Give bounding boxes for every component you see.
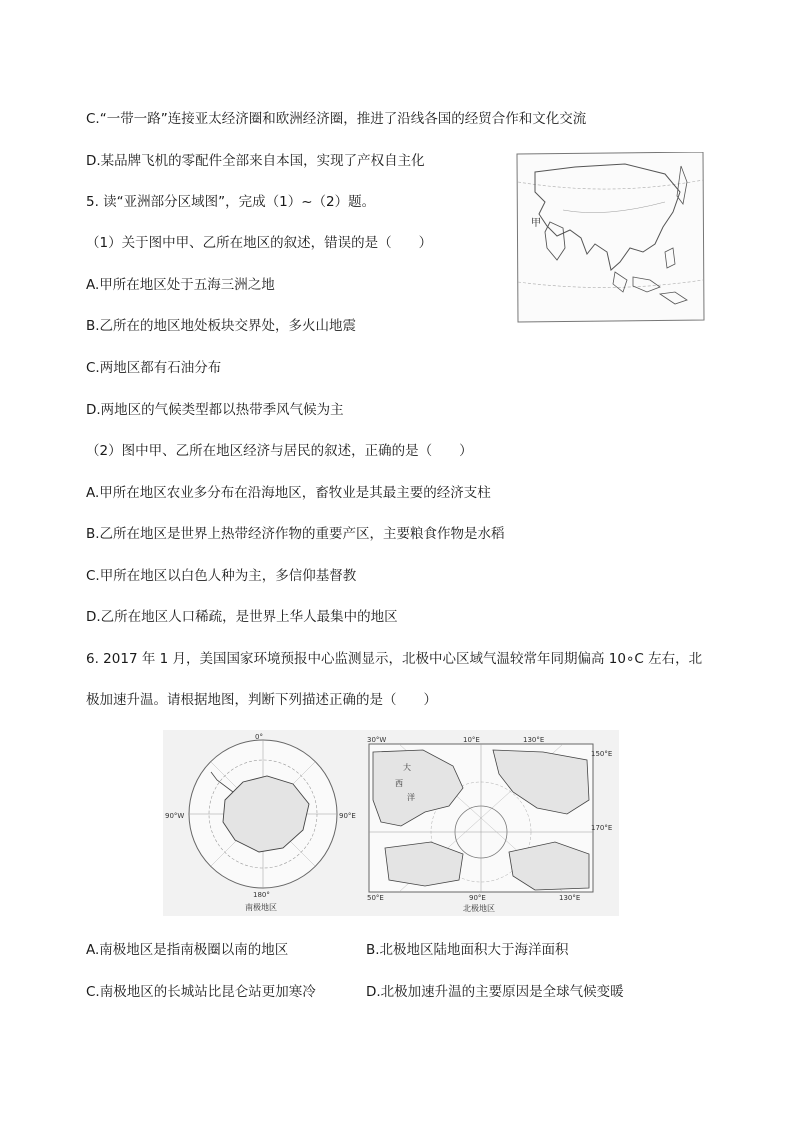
antarctic-caption: 南极地区 xyxy=(245,903,277,912)
q5-sub1-option-b: B.乙所在的地区地处板块交界处，多火山地震 xyxy=(86,318,357,334)
arctic-label-bl: 50°E xyxy=(367,894,384,902)
q6-stem-line1: 6. 2017 年 1 月，美国国家环境预报中心监测显示，北极中心区域气温较常年同期偏高 10∘C 左右，北 xyxy=(86,651,703,667)
arctic-label-t1: 10°E xyxy=(463,736,480,744)
arctic-label-r: 170°E xyxy=(591,824,613,832)
q6-option-c: C.南极地区的长城站比昆仑站更加寒冷 xyxy=(86,984,316,1000)
q5-sub1-option-a: A.甲所在地区处于五海三洲之地 xyxy=(86,277,275,293)
q6-option-d: D.北极加速升温的主要原因是全球气候变暖 xyxy=(366,984,624,1000)
antarctic-label-top: 0° xyxy=(255,733,263,741)
arctic-ocean-char-3: 洋 xyxy=(407,793,415,802)
q5-sub2-option-a: A.甲所在地区农业多分布在沿海地区，畜牧业是其最主要的经济支柱 xyxy=(86,485,491,501)
q6-option-a: A.南极地区是指南极圈以南的地区 xyxy=(86,942,289,958)
q5-sub1-option-c: C.两地区都有石油分布 xyxy=(86,360,222,376)
q4-option-d: D.某品牌飞机的零配件全部来自本国，实现了产权自主化 xyxy=(86,153,425,169)
antarctic-label-left: 90°W xyxy=(165,812,185,820)
q6-option-b: B.北极地区陆地面积大于海洋面积 xyxy=(366,942,569,958)
antarctic-label-bottom: 180° xyxy=(253,891,270,899)
arctic-ocean-char-2: 西 xyxy=(395,779,403,788)
polar-maps-figure xyxy=(163,730,619,916)
q5-sub2-option-d: D.乙所在地区人口稀疏，是世界上华人最集中的地区 xyxy=(86,609,398,625)
q5-sub2-option-b: B.乙所在地区是世界上热带经济作物的重要产区，主要粮食作物是水稻 xyxy=(86,526,505,542)
arctic-label-br: 130°E xyxy=(559,894,581,902)
arctic-label-tl: 30°W xyxy=(367,736,387,744)
q5-sub2-stem: （2）图中甲、乙所在地区经济与居民的叙述，正确的是（ ） xyxy=(86,443,473,459)
q6-stem-line2: 极加速升温。请根据地图，判断下列描述正确的是（ ） xyxy=(86,692,437,708)
arctic-label-tr: 150°E xyxy=(591,750,613,758)
q5-sub1-stem: （1）关于图中甲、乙所在地区的叙述，错误的是（ ） xyxy=(86,235,433,251)
arctic-label-t2: 130°E xyxy=(523,736,545,744)
asia-region-map xyxy=(515,152,705,324)
q5-sub2-option-c: C.甲所在地区以白色人种为主，多信仰基督教 xyxy=(86,568,357,584)
arctic-ocean-char-1: 大 xyxy=(403,763,411,772)
antarctic-label-right: 90°E xyxy=(339,812,356,820)
arctic-map xyxy=(367,736,612,913)
q4-option-c: C.“一带一路”连接亚太经济圈和欧洲经济圈，推进了沿线各国的经贸合作和文化交流 xyxy=(86,111,587,127)
arctic-caption: 北极地区 xyxy=(463,904,495,913)
q5-sub1-option-d: D.两地区的气候类型都以热带季风气候为主 xyxy=(86,402,344,418)
map-label-jia: 甲 xyxy=(531,218,541,229)
q5-stem: 5. 读“亚洲部分区域图”，完成（1）~（2）题。 xyxy=(86,194,376,210)
arctic-label-b1: 90°E xyxy=(469,894,486,902)
